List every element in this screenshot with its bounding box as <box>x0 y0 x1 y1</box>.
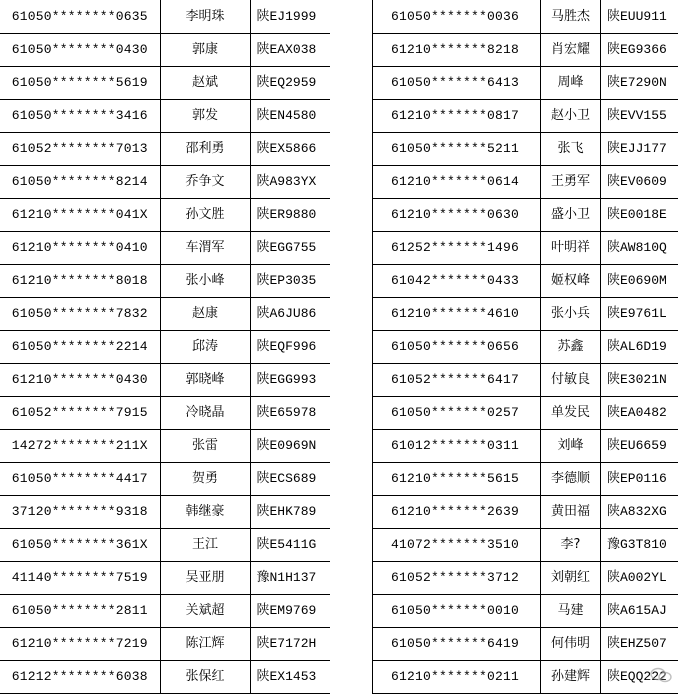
table-row <box>373 133 678 166</box>
name-cell: 赵小卫 <box>541 100 601 133</box>
id-number-cell: 61050********8214 <box>0 166 160 199</box>
table-row <box>373 199 678 232</box>
name-cell: 马建 <box>541 595 601 628</box>
id-number-cell: 61042*******0433 <box>373 265 541 298</box>
name-cell: 苏鑫 <box>541 331 601 364</box>
table-row <box>373 298 678 331</box>
name-cell: 盛小卫 <box>541 199 601 232</box>
table-row <box>0 430 330 463</box>
id-number-cell: 61210********7219 <box>0 628 160 661</box>
left-table <box>0 0 330 694</box>
name-cell: 马胜杰 <box>541 0 601 34</box>
table-row <box>0 67 330 100</box>
name-cell: 邵利勇 <box>160 133 250 166</box>
id-number-cell: 61052*******6417 <box>373 364 541 397</box>
id-number-cell: 61210********0410 <box>0 232 160 265</box>
table-row <box>0 34 330 67</box>
plate-number-cell: 陕AW810Q <box>601 232 678 265</box>
plate-number-cell: 陕E9761L <box>601 298 678 331</box>
name-cell: 张保红 <box>160 661 250 694</box>
table-row <box>0 595 330 628</box>
plate-number-cell: 陕E0690M <box>601 265 678 298</box>
name-cell: 郭发 <box>160 100 250 133</box>
table-row <box>373 34 678 67</box>
plate-number-cell: 陕EVV155 <box>601 100 678 133</box>
id-number-cell: 61210*******0630 <box>373 199 541 232</box>
name-cell: 贺勇 <box>160 463 250 496</box>
plate-number-cell: 陕EP0116 <box>601 463 678 496</box>
name-cell: 孙建辉 <box>541 661 601 694</box>
name-cell: 韩继豪 <box>160 496 250 529</box>
name-cell: 赵斌 <box>160 67 250 100</box>
table-row <box>0 298 330 331</box>
plate-number-cell: 豫N1H137 <box>250 562 330 595</box>
table-row <box>373 232 678 265</box>
id-number-cell: 61050*******6419 <box>373 628 541 661</box>
id-number-cell: 61050********0430 <box>0 34 160 67</box>
table-row <box>373 496 678 529</box>
name-cell: 王勇军 <box>541 166 601 199</box>
name-cell: 单发民 <box>541 397 601 430</box>
table-row <box>373 265 678 298</box>
name-cell: 周峰 <box>541 67 601 100</box>
plate-number-cell: 陕EQQ222 <box>601 661 678 694</box>
chat-bubble-icon <box>650 667 672 683</box>
plate-number-cell: 陕EX5866 <box>250 133 330 166</box>
id-number-cell: 61050********2214 <box>0 331 160 364</box>
id-number-cell: 61212********6038 <box>0 661 160 694</box>
plate-number-cell: 陕E65978 <box>250 397 330 430</box>
name-cell: 姬权峰 <box>541 265 601 298</box>
id-number-cell: 61050********3416 <box>0 100 160 133</box>
plate-number-cell: 陕EX1453 <box>250 661 330 694</box>
table-row <box>0 529 330 562</box>
table-row <box>373 166 678 199</box>
id-number-cell: 61050*******0656 <box>373 331 541 364</box>
plate-number-cell: 陕EP3035 <box>250 265 330 298</box>
name-cell: 冷晓晶 <box>160 397 250 430</box>
name-cell: 乔争文 <box>160 166 250 199</box>
plate-number-cell: 陕EQF996 <box>250 331 330 364</box>
plate-number-cell: 陕AL6D19 <box>601 331 678 364</box>
name-cell: 黄田福 <box>541 496 601 529</box>
plate-number-cell: 陕EGG755 <box>250 232 330 265</box>
table-row <box>373 430 678 463</box>
table-row <box>373 0 678 34</box>
id-number-cell: 61050********361X <box>0 529 160 562</box>
plate-number-cell: 陕A6JU86 <box>250 298 330 331</box>
plate-number-cell: 陕EA0482 <box>601 397 678 430</box>
id-number-cell: 61050********2811 <box>0 595 160 628</box>
plate-number-cell: 陕ER9880 <box>250 199 330 232</box>
plate-number-cell: 陕E3021N <box>601 364 678 397</box>
id-number-cell: 61210*******2639 <box>373 496 541 529</box>
id-number-cell: 61052*******3712 <box>373 562 541 595</box>
right-table <box>372 0 678 694</box>
table-row <box>0 463 330 496</box>
id-number-cell: 61050********5619 <box>0 67 160 100</box>
id-number-cell: 61050********7832 <box>0 298 160 331</box>
plate-number-cell: 陕EGG993 <box>250 364 330 397</box>
table-row <box>0 232 330 265</box>
table-row <box>0 628 330 661</box>
name-cell: 付敏良 <box>541 364 601 397</box>
id-number-cell: 41072*******3510 <box>373 529 541 562</box>
plate-number-cell: 陕EUU911 <box>601 0 678 34</box>
plate-number-cell: 陕E0018E <box>601 199 678 232</box>
plate-number-cell: 陕E7290N <box>601 67 678 100</box>
plate-number-cell: 陕A615AJ <box>601 595 678 628</box>
table-row <box>0 166 330 199</box>
id-number-cell: 61210********8018 <box>0 265 160 298</box>
name-cell: 邱涛 <box>160 331 250 364</box>
table-row <box>373 661 678 694</box>
name-cell: 张飞 <box>541 133 601 166</box>
name-cell: 肖宏耀 <box>541 34 601 67</box>
table-row <box>0 133 330 166</box>
name-cell: 孙文胜 <box>160 199 250 232</box>
table-row <box>0 0 330 34</box>
name-cell: 赵康 <box>160 298 250 331</box>
name-cell: 刘峰 <box>541 430 601 463</box>
id-number-cell: 61050*******0010 <box>373 595 541 628</box>
plate-number-cell: 陕EU6659 <box>601 430 678 463</box>
name-cell: 郭康 <box>160 34 250 67</box>
name-cell: 何伟明 <box>541 628 601 661</box>
table-row <box>0 331 330 364</box>
name-cell: 李德顺 <box>541 463 601 496</box>
name-cell: 陈江辉 <box>160 628 250 661</box>
plate-number-cell: 陕A832XG <box>601 496 678 529</box>
table-row <box>0 661 330 694</box>
table-row <box>0 562 330 595</box>
id-number-cell: 61210*******0211 <box>373 661 541 694</box>
table-row <box>373 628 678 661</box>
id-number-cell: 61210********041X <box>0 199 160 232</box>
name-cell: 李? <box>541 529 601 562</box>
plate-number-cell: 陕E0969N <box>250 430 330 463</box>
id-number-cell: 61210*******0614 <box>373 166 541 199</box>
name-cell: 刘朝红 <box>541 562 601 595</box>
plate-number-cell: 陕EJJ177 <box>601 133 678 166</box>
plate-number-cell: 豫G3T810 <box>601 529 678 562</box>
id-number-cell: 61052********7915 <box>0 397 160 430</box>
plate-number-cell: 陕EJ1999 <box>250 0 330 34</box>
plate-number-cell: 陕EHZ507 <box>601 628 678 661</box>
id-number-cell: 14272********211X <box>0 430 160 463</box>
plate-number-cell: 陕EG9366 <box>601 34 678 67</box>
table-row <box>373 67 678 100</box>
id-number-cell: 41140********7519 <box>0 562 160 595</box>
table-row <box>373 364 678 397</box>
id-number-cell: 37120********9318 <box>0 496 160 529</box>
id-number-cell: 61050*******6413 <box>373 67 541 100</box>
table-row <box>373 397 678 430</box>
plate-number-cell: 陕A983YX <box>250 166 330 199</box>
table-row <box>0 265 330 298</box>
name-cell: 郭晓峰 <box>160 364 250 397</box>
id-number-cell: 61052********7013 <box>0 133 160 166</box>
name-cell: 张小峰 <box>160 265 250 298</box>
table-row <box>0 364 330 397</box>
plate-number-cell: 陕EN4580 <box>250 100 330 133</box>
id-number-cell: 61012*******0311 <box>373 430 541 463</box>
id-number-cell: 61210*******0817 <box>373 100 541 133</box>
table-row <box>0 199 330 232</box>
plate-number-cell: 陕EQ2959 <box>250 67 330 100</box>
table-row <box>0 397 330 430</box>
plate-number-cell: 陕E5411G <box>250 529 330 562</box>
name-cell: 吴亚朋 <box>160 562 250 595</box>
name-cell: 车渭军 <box>160 232 250 265</box>
name-cell: 关斌超 <box>160 595 250 628</box>
id-number-cell: 61050*******0257 <box>373 397 541 430</box>
table-row <box>373 331 678 364</box>
name-cell: 张雷 <box>160 430 250 463</box>
plate-number-cell: 陕EAX038 <box>250 34 330 67</box>
id-number-cell: 61210*******4610 <box>373 298 541 331</box>
plate-number-cell: 陕EHK789 <box>250 496 330 529</box>
plate-number-cell: 陕EM9769 <box>250 595 330 628</box>
table-row <box>0 100 330 133</box>
plate-number-cell: 陕EV0609 <box>601 166 678 199</box>
id-number-cell: 61050*******5211 <box>373 133 541 166</box>
table-row <box>373 463 678 496</box>
table-row <box>373 100 678 133</box>
id-number-cell: 61050********4417 <box>0 463 160 496</box>
id-number-cell: 61210*******5615 <box>373 463 541 496</box>
watermark <box>650 662 672 688</box>
plate-number-cell: 陕ECS689 <box>250 463 330 496</box>
table-row <box>373 529 678 562</box>
id-number-cell: 61210*******8218 <box>373 34 541 67</box>
name-cell: 叶明祥 <box>541 232 601 265</box>
plate-number-cell: 陕A002YL <box>601 562 678 595</box>
table-row <box>373 562 678 595</box>
id-number-cell: 61210********0430 <box>0 364 160 397</box>
name-cell: 李明珠 <box>160 0 250 34</box>
plate-number-cell: 陕E7172H <box>250 628 330 661</box>
id-number-cell: 61050*******0036 <box>373 0 541 34</box>
table-row <box>0 496 330 529</box>
name-cell: 张小兵 <box>541 298 601 331</box>
id-number-cell: 61252*******1496 <box>373 232 541 265</box>
name-cell: 王江 <box>160 529 250 562</box>
table-row <box>373 595 678 628</box>
id-number-cell: 61050********0635 <box>0 0 160 34</box>
